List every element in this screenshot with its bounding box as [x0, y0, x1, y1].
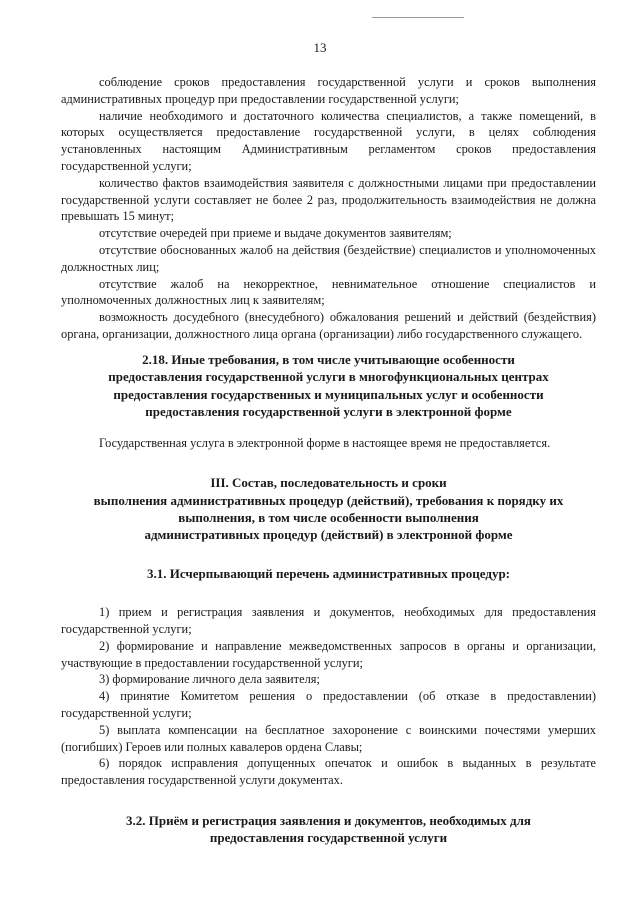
- section-3-2-heading-line: 3.2. Приём и регистрация заявления и документов, необходимых для: [126, 812, 531, 828]
- page-number: 13: [313, 40, 327, 55]
- section-3-2-heading: [61, 812, 596, 847]
- section-3-heading-line: III. Состав, последовательность и сроки: [210, 475, 447, 491]
- section-3-2-heading-line: предоставления государственной услуги: [209, 830, 448, 846]
- section-3-heading-line: административных процедур (действий) в электронной форме: [144, 527, 513, 543]
- section-2-18-heading: [61, 351, 596, 421]
- section-3-heading-line: выполнения, в том числе особенности выполнения: [178, 509, 479, 525]
- section-2-18-heading-line: предоставления государственной услуги в многофункциональных центрах: [108, 369, 549, 385]
- section-2-18-heading-line: предоставления государственных и муниципальных услуг и особенности: [113, 386, 544, 402]
- section-2-18-heading-line: предоставления государственной услуги в электронной форме: [145, 403, 512, 419]
- paragraph-specialists: наличие необходимого и достаточного количества специалистов, а также помещений, в которых осуществляется предоставление государственной услуги, в целях соблюдения установленных настоящим Административным регламентом сроков предоставления государственной услуги;: [61, 108, 596, 173]
- procedure-item: 6) порядок исправления допущенных опечаток и ошибок в выданных в результате предоставления государственной услуги документах.: [61, 756, 596, 788]
- paragraph-no-queues: отсутствие очередей при приеме и выдаче документов заявителям;: [99, 226, 452, 241]
- procedure-item: 1) прием и регистрация заявления и документов, необходимых для предоставления государственной услуги;: [61, 605, 596, 636]
- procedure-item: 4) принятие Комитетом решения о предоставлении (об отказе в предоставлении) государственной услуги;: [61, 689, 596, 720]
- paragraph-no-incorrect-attitude: отсутствие жалоб на некорректное, невнимательное отношение специалистов и уполномоченных должностных лиц к заявителям;: [61, 276, 596, 308]
- paragraph-appeal: возможность досудебного (внесудебного) обжалования решений и действий (бездействия) органа, организации, должностного лица органа (организации) либо государственного служащего.: [61, 310, 596, 341]
- section-3-heading: [61, 474, 596, 544]
- section-3-heading-line: выполнения административных процедур (действий), требования к порядку их: [93, 492, 564, 508]
- paragraph-deadlines: соблюдение сроков предоставления государственной услуги и сроков выполнения административных процедур при предоставлении государственной услуги;: [61, 75, 596, 106]
- section-3-1-heading: 3.1. Исчерпывающий перечень административных процедур:: [147, 565, 510, 581]
- paragraph-interactions: количество фактов взаимодействия заявителя с должностными лицами при предоставлении государственной услуги составляет не более 2 раз, продолжительность взаимодействия не должна превышать 15 минут;: [61, 175, 596, 224]
- document-body: [61, 74, 596, 847]
- procedure-item: 2) формирование и направление межведомственных запросов в органы и организации, участвующие в предоставлении государственной услуги;: [61, 638, 596, 670]
- procedure-item: 5) выплата компенсации на бесплатное захоронение с воинскими почестями умерших (погибших) Героев или полных кавалеров ордена Славы;: [61, 722, 596, 754]
- paragraph-no-complaints: отсутствие обоснованных жалоб на действия (бездействие) специалистов и уполномоченных должностных лиц;: [61, 242, 596, 274]
- top-rule: [372, 17, 464, 18]
- procedure-item: 3) формирование личного дела заявителя;: [99, 672, 320, 687]
- section-2-18-text: Государственная услуга в электронной форме в настоящее время не предоставляется.: [99, 436, 551, 451]
- section-2-18-heading-line: 2.18. Иные требования, в том числе учитывающие особенности: [142, 351, 515, 367]
